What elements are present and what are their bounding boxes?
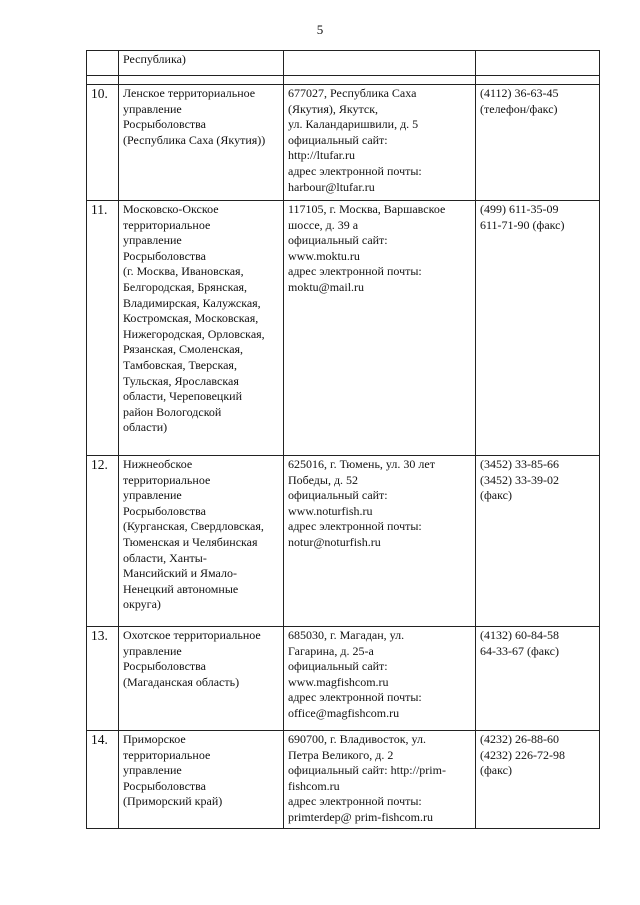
address-cell [284,456,476,627]
name-line: Белгородская, Брянская, [123,279,248,294]
name-line: Охотское территориальное [123,628,261,642]
name-line: Костромская, Московская, [123,311,259,326]
name-cell [119,85,284,201]
row-number: 13. [87,627,119,731]
address-line: 685030, г. Магадан, ул. [288,628,405,642]
address-line: moktu@mail.ru [288,279,365,294]
address-line: Гагарина, д. 25-а [288,643,374,658]
address-cell [284,731,476,829]
name-line: Нижнеобское [123,457,193,471]
spacer-cell [119,76,284,85]
address-line: 677027, Республика Саха [288,86,417,100]
address-line: www.noturfish.ru [288,503,373,518]
address-line: Победы, д. 52 [288,472,359,487]
phone-line: (факс) [480,488,512,503]
spacer-row [87,76,600,85]
phone-line: (телефон/факс) [480,101,558,116]
name-line: (Приморский край) [123,794,223,809]
address-cell [284,201,476,456]
spacer-cell [87,76,119,85]
name-line: управление [123,643,182,658]
name-line: (Республика Саха (Якутия)) [123,132,266,147]
name-line: (Магаданская область) [123,674,240,689]
name-line: территориальное [123,747,211,762]
address-line: ул. Каландаришвили, д. 5 [288,117,419,132]
name-line: Тюменская и Челябинская [123,534,258,549]
name-line: территориальное [123,217,211,232]
address-cell [284,85,476,201]
address-line: www.magfishcom.ru [288,674,389,689]
phone-line: (4232) 26-88-60 [480,732,559,746]
table-row [87,85,600,201]
contacts-table-body [87,51,600,829]
address-line: fishcom.ru [288,778,340,793]
address-line: www.moktu.ru [288,248,360,263]
phone-line: (3452) 33-85-66 [480,457,559,471]
address-line: шоссе, д. 39 а [288,217,359,232]
name-line: Росрыболовства [123,503,206,518]
table-row [87,731,600,829]
address-line: Петра Великого, д. 2 [288,747,394,762]
phone-line: (4112) 36-63-45 [480,86,559,100]
address-line: 117105, г. Москва, Варшавское [288,202,446,216]
address-line: 625016, г. Тюмень, ул. 30 лет [288,457,435,471]
table-row [87,627,600,731]
row-number: 12. [87,456,119,627]
address-line: адрес электронной почты: [288,519,422,534]
address-line: notur@noturfish.ru [288,534,381,549]
phone-cell [476,51,600,76]
name-cell [119,627,284,731]
name-line: Росрыболовства [123,117,206,132]
phone-line: (4132) 60-84-58 [480,628,559,642]
phone-cell [476,85,600,201]
name-cell [119,456,284,627]
contacts-table [86,50,600,829]
name-line: управление [123,488,182,503]
address-line: официальный сайт: [288,233,388,248]
name-line: управление [123,233,182,248]
address-cell [284,51,476,76]
address-line: адрес электронной почты: [288,163,422,178]
name-line: Московско-Окское [123,202,219,216]
table-row [87,201,600,456]
name-line: Нижегородская, Орловская, [123,326,265,341]
phone-line: (499) 611-35-09 [480,202,559,216]
name-line: Ленское территориальное [123,86,256,100]
name-line: области, Череповецкий [123,389,243,404]
address-line: primterdep@ prim-fishcom.ru [288,809,434,824]
name-cell [119,51,284,76]
phone-line: (3452) 33-39-02 [480,472,559,487]
name-line: Ненецкий автономные [123,581,239,596]
name-line: Росрыболовства [123,659,206,674]
name-line: Росрыболовства [123,778,206,793]
name-line: Мансийский и Ямало- [123,566,237,581]
name-line: области, Ханты- [123,550,207,565]
name-line: округа) [123,597,161,612]
address-line: официальный сайт: [288,488,388,503]
name-line: Тамбовская, Тверская, [123,357,237,372]
address-line: официальный сайт: [288,659,388,674]
phone-cell [476,731,600,829]
page-number: 5 [316,22,324,37]
name-line: Приморское [123,732,186,746]
phone-cell [476,456,600,627]
phone-line: (4232) 226-72-98 [480,747,565,762]
name-line: (г. Москва, Ивановская, [123,264,244,279]
spacer-cell [476,76,600,85]
phone-cell [476,201,600,456]
phone-line: 611-71-90 (факс) [480,217,565,232]
table-row [87,456,600,627]
name-line: области) [123,420,168,435]
address-line: адрес электронной почты: [288,794,422,809]
name-line: (Курганская, Свердловская, [123,519,264,534]
name-line: Тульская, Ярославская [123,373,239,388]
address-line: http://ltufar.ru [288,148,355,163]
address-line: harbour@ltufar.ru [288,179,375,194]
name-line: Республика) [123,52,186,66]
name-cell [119,731,284,829]
phone-line: 64-33-67 (факс) [480,643,559,658]
num-cell [87,51,119,76]
name-line: управление [123,763,182,778]
address-line: официальный сайт: [288,132,388,147]
phone-line: (факс) [480,763,512,778]
name-cell [119,201,284,456]
row-number: 10. [87,85,119,201]
phone-cell [476,627,600,731]
row-number: 11. [87,201,119,456]
continuation-row [87,51,600,76]
address-line: адрес электронной почты: [288,690,422,705]
spacer-cell [284,76,476,85]
name-line: Росрыболовства [123,248,206,263]
address-line: 690700, г. Владивосток, ул. [288,732,426,746]
name-line: Рязанская, Смоленская, [123,342,244,357]
name-line: Владимирская, Калужская, [123,295,261,310]
name-line: управление [123,101,182,116]
name-line: территориальное [123,472,211,487]
address-line: официальный сайт: http://prim- [288,763,446,778]
name-line: район Вологодской [123,404,222,419]
address-line: адрес электронной почты: [288,264,422,279]
address-cell [284,627,476,731]
address-line: (Якутия), Якутск, [288,101,379,116]
address-line: office@magfishcom.ru [288,705,400,720]
row-number: 14. [87,731,119,829]
